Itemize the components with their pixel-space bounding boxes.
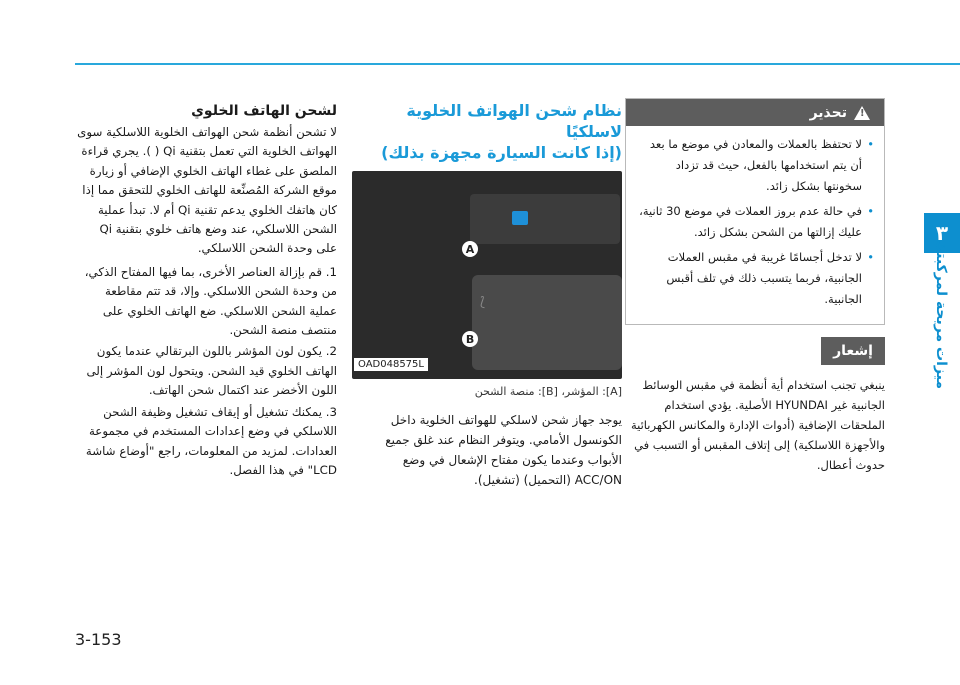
warning-header <box>626 99 884 126</box>
left-column <box>75 103 337 482</box>
step-item: 3. يمكنك تشغيل أو إيقاف تشغيل وظيفة الشحن اللاسلكي في وضع إعدادات المستخدم في مجموعة العدادات. لمزيد من المعلومات، راجع "أوضاع شاشة LCD" في هذا الفصل. <box>85 404 337 477</box>
charging-pad <box>472 275 622 370</box>
notice-header <box>821 337 885 365</box>
warning-box <box>625 98 885 325</box>
warning-list <box>626 126 884 324</box>
indicator-light <box>512 211 528 225</box>
chapter-title: ميزات مريحة لمركبتك <box>933 240 949 389</box>
indicator-panel <box>470 194 620 244</box>
page-number: 3-153 <box>75 630 122 649</box>
section-title <box>352 100 622 163</box>
warning-icon <box>854 106 870 120</box>
notice-label: إشعار <box>833 343 873 359</box>
charger-photo <box>352 171 622 379</box>
notice-text: ينبغي تجنب استخدام أية أنظمة في مقبس الوسائط الجانبية غير HYUNDAI الأصلية. يؤدي استخدام الملحقات الإضافية (أدوات الإدارة والمكانس الكهربائية والأجهزة اللاسلكية) إلى إتلاف المقبس أو التسبب في حدوث أعطال. <box>630 378 885 472</box>
right-column <box>625 98 885 475</box>
middle-column <box>352 100 622 490</box>
middle-body: يوجد جهاز شحن لاسلكي للهواتف الخلوية داخل الكونسول الأمامي. ويتوفر النظام عند غلق جميع الأبواب وعندما يكون مفتاح الإشعال في وضع ACC/ON (التحميل) (تشغيل). <box>385 413 622 487</box>
section-title-line2: (إذا كانت السيارة مجهزة بذلك) <box>381 143 622 162</box>
warning-item: • لا تدخل أجسامًا غريبة في مقبس العملات الجانبية، فربما يتسبب ذلك في تلف أقبس الجانبية. <box>636 247 874 310</box>
section-title-line1: نظام شحن الهواتف الخلوية لاسلكيًا <box>406 101 622 141</box>
warning-item: • في حالة عدم بروز العملات في موضع 30 ثانية، عليك إزالتها من الشحن بشكل زائد. <box>636 201 874 243</box>
warning-label: تحذير <box>809 104 847 121</box>
step-item: 2. يكون لون المؤشر باللون البرتقالي عندما يكون الهاتف الخلوي قيد الشحن. ويتحول لون المؤشر إلى اللون الأخضر عند اكتمال شحن الهاتف. <box>86 344 337 398</box>
top-rule <box>75 63 960 65</box>
chapter-number: ٣ <box>935 221 949 245</box>
warning-item: • لا تحتفظ بالعملات والمعادن في موضع ما بعد أن يتم استخدامها بالفعل، حيث قد تزداد سخونتها بشكل زائد. <box>636 134 874 197</box>
left-title: لشحن الهاتف الخلوي <box>191 103 337 119</box>
left-body: لا تشحن أنظمة شحن الهواتف الخلوية اللاسلكية سوى الهواتف الخلوية التي تعمل بتقنية Qi ( ). يجري قراءة الملصق على غطاء الهاتف الخلوي الإضافي أو زيارة موقع الشركة المُصنِّعة للهاتف الخلوي للتحقق مما إذا كان هاتفك الخلوي يدعم تقنية Qi أم لا. تبدأ عملية الشحن اللاسلكي، عند وضع هاتف خلوي بتقنية Qi على وحدة الشحن اللاسلكي. <box>77 125 337 256</box>
callout-b: B <box>462 331 478 347</box>
callout-a: A <box>462 241 478 257</box>
step-item: 1. قم بإزالة العناصر الأخرى، بما فيها المفتاح الذكي، من وحدة الشحن اللاسلكي. وإلا، قد تتم مقاطعة عملية الشحن اللاسلكي. ضع الهاتف الخلوي على منتصف منصة الشحن. <box>84 264 337 338</box>
photo-caption: [A]: المؤشر، [B]: منصة الشحن <box>474 385 622 398</box>
steps-list <box>75 263 337 480</box>
image-code: OAD048575L <box>354 358 428 371</box>
wireless-charge-icon: ⟆ <box>480 295 486 310</box>
